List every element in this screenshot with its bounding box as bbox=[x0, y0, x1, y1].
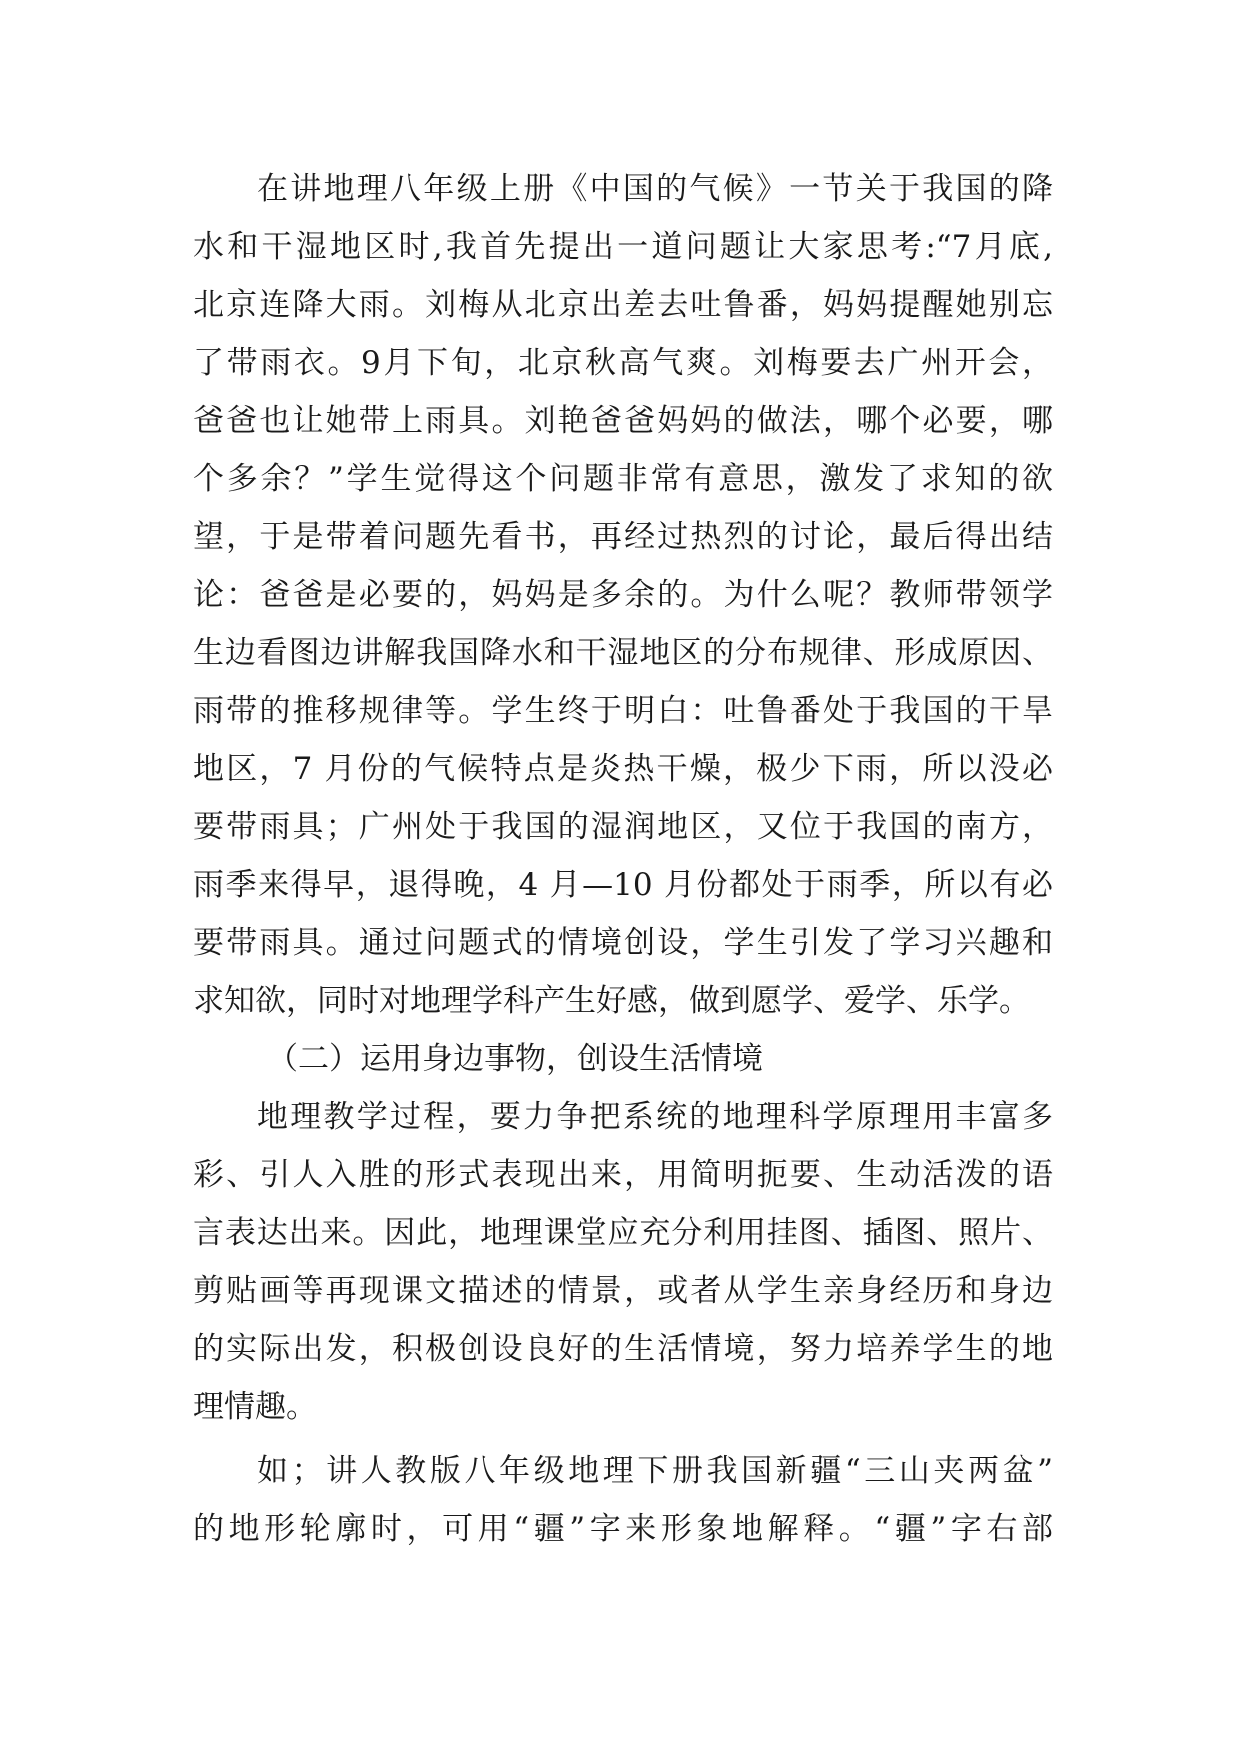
paragraph-2-line-2: 彩、引人入胜的形式表现出来，用简明扼要、生动活泼的语 bbox=[193, 1157, 1053, 1193]
paragraph-1-line-5: 爸爸也让她带上雨具。刘艳爸爸妈妈的做法，哪个必要，哪 bbox=[193, 403, 1053, 439]
paragraph-1-line-3: 北京连降大雨。刘梅从北京出差去吐鲁番，妈妈提醒她别忘 bbox=[193, 287, 1053, 323]
paragraph-3-line-1: 如；讲人教版八年级地理下册我国新疆“三山夹两盆” bbox=[257, 1453, 1053, 1489]
document-body bbox=[193, 160, 1053, 1558]
paragraph-1-line-7: 望，于是带着问题先看书，再经过热烈的讨论，最后得出结 bbox=[193, 519, 1053, 555]
paragraph-1-line-1: 在讲地理八年级上册《中国的气候》一节关于我国的降 bbox=[257, 171, 1053, 207]
paragraph-2-line-6: 理情趣。 bbox=[193, 1389, 317, 1425]
paragraph-2-line-1: 地理教学过程，要力争把系统的地理科学原理用丰富多 bbox=[257, 1099, 1053, 1135]
paragraph-1-line-14: 要带雨具。通过问题式的情境创设，学生引发了学习兴趣和 bbox=[193, 925, 1053, 961]
paragraph-1-line-12: 要带雨具；广州处于我国的湿润地区，又位于我国的南方， bbox=[193, 809, 1053, 845]
paragraph-1-line-8: 论：爸爸是必要的，妈妈是多余的。为什么呢？教师带领学 bbox=[193, 577, 1053, 613]
paragraph-1-line-9: 生边看图边讲解我国降水和干湿地区的分布规律、形成原因、 bbox=[193, 635, 1053, 671]
paragraph-1-line-10: 雨带的推移规律等。学生终于明白：吐鲁番处于我国的干旱 bbox=[193, 693, 1053, 729]
paragraph-1-line-11: 地区，7 月份的气候特点是炎热干燥，极少下雨，所以没必 bbox=[193, 751, 1053, 787]
paragraph-1-line-6: 个多余？”学生觉得这个问题非常有意思，激发了求知的欲 bbox=[193, 461, 1053, 497]
paragraph-2-line-5: 的实际出发，积极创设良好的生活情境，努力培养学生的地 bbox=[193, 1331, 1053, 1367]
paragraph-3-line-2: 的地形轮廓时，可用“疆”字来形象地解释。“疆”字右部 bbox=[193, 1511, 1053, 1547]
paragraph-1-line-15: 求知欲，同时对地理学科产生好感，做到愿学、爱学、乐学。 bbox=[193, 983, 1030, 1019]
paragraph-1-line-13: 雨季来得早，退得晚，4 月—10 月份都处于雨季，所以有必 bbox=[193, 867, 1053, 903]
paragraph-1-line-4: 了带雨衣。9月下旬，北京秋高气爽。刘梅要去广州开会， bbox=[193, 345, 1053, 381]
paragraph-1-line-2: 水和干湿地区时,我首先提出一道问题让大家思考:“7月底, bbox=[193, 229, 1053, 265]
paragraph-2-line-4: 剪贴画等再现课文描述的情景，或者从学生亲身经历和身边 bbox=[193, 1273, 1053, 1309]
paragraph-2-line-3: 言表达出来。因此，地理课堂应充分利用挂图、插图、照片、 bbox=[193, 1215, 1053, 1251]
section-heading: （二）运用身边事物，创设生活情境 bbox=[267, 1041, 763, 1077]
